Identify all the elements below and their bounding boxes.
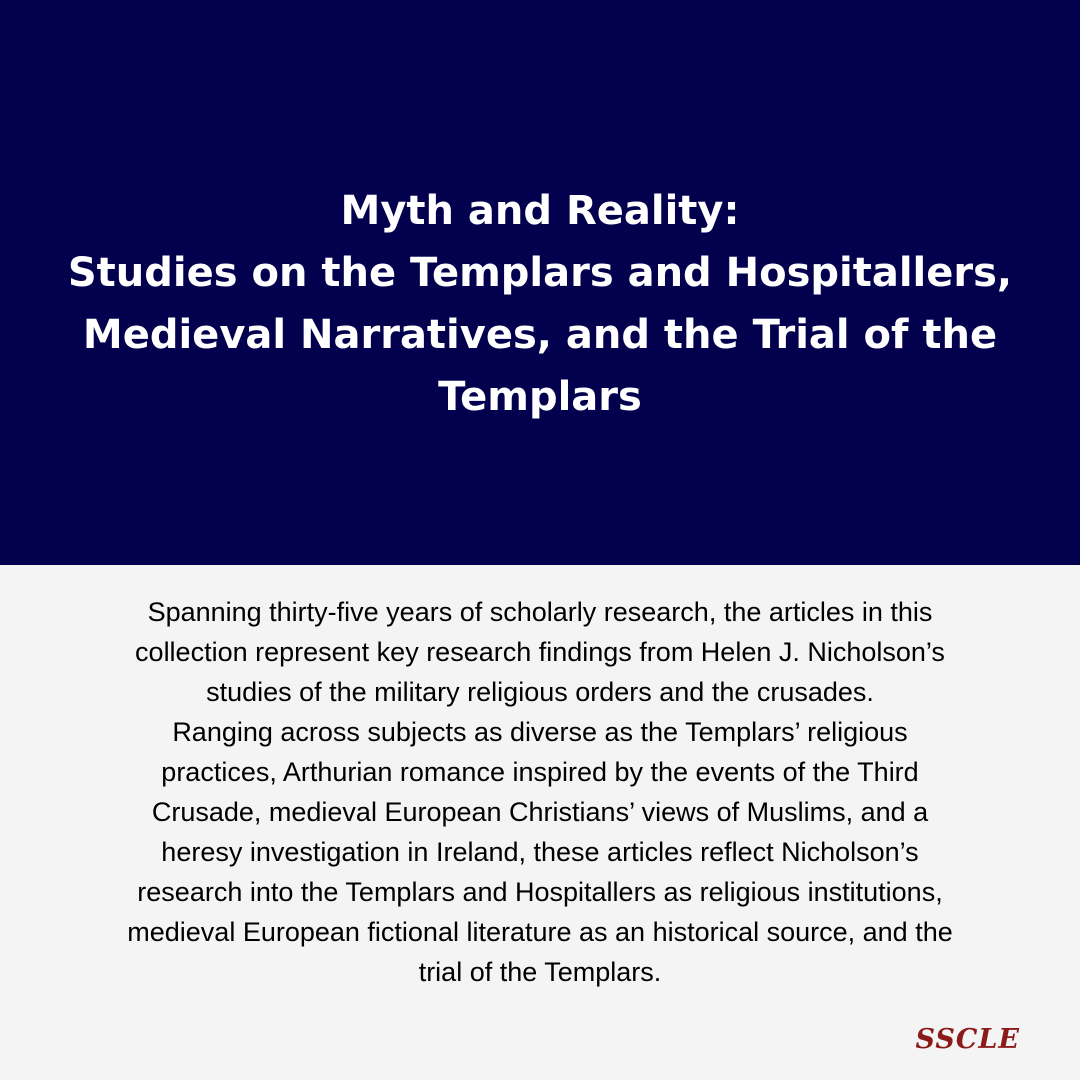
sscle-logo: SSCLE (915, 1024, 1020, 1055)
description-line: collection represent key research findings from Helen J. Nicholson’s (135, 637, 945, 667)
title-line: Medieval Narratives, and the Trial of the (82, 312, 998, 358)
description-line: Crusade, medieval European Christians’ views of Muslims, and a (151, 797, 929, 827)
description-line: trial of the Templars. (418, 957, 662, 987)
title-line: Templars (438, 374, 642, 420)
book-description (40, 592, 1040, 992)
book-title (40, 180, 1040, 428)
description-line: research into the Templars and Hospitallers as religious institutions, (137, 877, 943, 907)
description-line: Spanning thirty-five years of scholarly research, the articles in this (147, 597, 933, 627)
description-line: studies of the military religious orders and the crusades. (206, 677, 874, 707)
description-line: heresy investigation in Ireland, these articles reflect Nicholson’s (161, 837, 919, 867)
title-line: Myth and Reality: (340, 188, 740, 234)
description-line: medieval European fictional literature as an historical source, and the (127, 917, 953, 947)
description-line: practices, Arthurian romance inspired by the events of the Third (161, 757, 919, 787)
title-line: Studies on the Templars and Hospitallers, (67, 250, 1013, 296)
description-line: Ranging across subjects as diverse as the Templars’ religious (172, 717, 908, 747)
